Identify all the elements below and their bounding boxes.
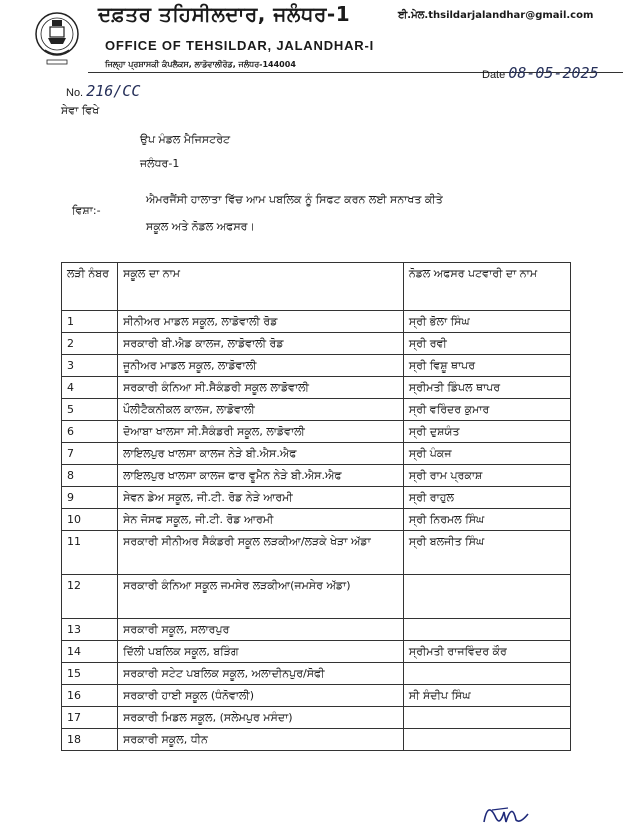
officer-name-cell: ਸ੍ਰੀ ਵਿਸ਼ੂ ਥਾਪਰ <box>403 355 570 377</box>
school-name-cell: ਸੇਨ ਜੋਸਫ ਸਕੂਲ, ਜੀ.ਟੀ. ਰੋਡ ਆਰਮੀ <box>118 509 404 531</box>
table-row <box>62 509 571 531</box>
officer-name-cell: ਸ੍ਰੀ ਰਾਹੁਲ <box>403 487 570 509</box>
serial-cell: 5 <box>62 399 118 421</box>
table-header-row <box>62 263 571 311</box>
serial-cell: 16 <box>62 685 118 707</box>
officer-name-cell: ਸ੍ਰੀ ਰਾਮ ਪ੍ਰਕਾਸ਼ <box>403 465 570 487</box>
header-school-name: ਸਕੂਲ ਦਾ ਨਾਮ <box>118 263 404 311</box>
school-name-cell: ਸਰਕਾਰੀ ਕੰਨਿਆ ਸੀ.ਸੈਕੰਡਰੀ ਸਕੂਲ ਲਾਡੋਵਾਲੀ <box>118 377 404 399</box>
table-row <box>62 377 571 399</box>
subject-label: ਵਿਸ਼ਾ:- <box>72 204 101 217</box>
table-row <box>62 399 571 421</box>
serial-cell: 9 <box>62 487 118 509</box>
table-row <box>62 685 571 707</box>
serial-cell: 15 <box>62 663 118 685</box>
officer-name-cell <box>403 575 570 619</box>
date-label: Date <box>482 69 506 81</box>
table-row <box>62 707 571 729</box>
officer-name-cell <box>403 707 570 729</box>
school-name-cell: ਸਰਕਾਰੀ ਬੀ.ਐਡ ਕਾਲਜ, ਲਾਡੋਵਾਲੀ ਰੋਡ <box>118 333 404 355</box>
school-name-cell: ਸਰਕਾਰੀ ਸੀਨੀਅਰ ਸੈਕੰਡਰੀ ਸਕੂਲ ਲੜਕੀਆ/ਲੜਕੇ ਖੇੜਾ ਅੱਡਾ <box>118 531 404 575</box>
serial-cell: 1 <box>62 311 118 333</box>
serial-cell: 17 <box>62 707 118 729</box>
officer-name-cell <box>403 619 570 641</box>
office-email: ਈ.ਮੇਲ.thsildarjalandhar@gmail.com <box>398 10 594 21</box>
officer-name-cell: ਸ੍ਰੀਮਤੀ ਰਾਜਵਿੰਦਰ ਕੌਰ <box>403 641 570 663</box>
date-value: 08-05-2025 <box>508 64 599 82</box>
government-emblem-icon <box>33 8 81 70</box>
table-row <box>62 487 571 509</box>
officer-name-cell: ਸ੍ਰੀ ਭੋਲਾ ਸਿੰਘ <box>403 311 570 333</box>
serial-cell: 6 <box>62 421 118 443</box>
serial-cell: 3 <box>62 355 118 377</box>
letter-date <box>482 64 599 82</box>
table-row <box>62 465 571 487</box>
table-row <box>62 311 571 333</box>
serial-cell: 18 <box>62 729 118 751</box>
school-name-cell: ਲਾਇਲਪੁਰ ਖਾਲਸਾ ਕਾਲਜ ਫਾਰ ਵੂਮੈਨ ਨੇੜੇ ਬੀ.ਐਸ.ਐਫ <box>118 465 404 487</box>
table-row <box>62 729 571 751</box>
table-row <box>62 663 571 685</box>
office-title-english: OFFICE OF TEHSILDAR, JALANDHAR-I <box>105 38 374 53</box>
serial-cell: 14 <box>62 641 118 663</box>
officer-name-cell <box>403 663 570 685</box>
school-name-cell: ਸਰਕਾਰੀ ਮਿਡਲ ਸਕੂਲ, (ਸਲੇਮਪੁਰ ਮਸੰਦਾ) <box>118 707 404 729</box>
reference-number <box>66 82 140 100</box>
table-row <box>62 641 571 663</box>
serial-cell: 8 <box>62 465 118 487</box>
school-name-cell: ਪੌਲੀਟੈਕਨੀਕਲ ਕਾਲਜ, ਲਾਡੋਵਾਲੀ <box>118 399 404 421</box>
officer-name-cell: ਸ੍ਰੀ ਨਿਰਮਲ ਸਿੰਘ <box>403 509 570 531</box>
serial-cell: 12 <box>62 575 118 619</box>
school-name-cell: ਸੀਨੀਅਰ ਮਾਡਲ ਸਕੂਲ, ਲਾਡੋਵਾਲੀ ਰੋਡ <box>118 311 404 333</box>
table-row <box>62 333 571 355</box>
table-row <box>62 619 571 641</box>
school-name-cell: ਦਿੱਲੀ ਪਬਲਿਕ ਸਕੂਲ, ਬੜਿੰਗ <box>118 641 404 663</box>
salutation: ਸੇਵਾ ਵਿਖੇ <box>61 104 100 117</box>
serial-cell: 4 <box>62 377 118 399</box>
serial-cell: 2 <box>62 333 118 355</box>
officer-name-cell <box>403 729 570 751</box>
officer-name-cell: ਸ੍ਰੀ ਪੰਕਜ <box>403 443 570 465</box>
school-name-cell: ਲਾਇਲਪੁਰ ਖਾਲਸਾ ਕਾਲਜ ਨੇੜੇ ਬੀ.ਐਸ.ਐਫ <box>118 443 404 465</box>
header-serial-number: ਲੜੀ ਨੰਬਰ <box>62 263 118 311</box>
officer-name-cell: ਸ੍ਰੀ ਬਲਜੀਤ ਸਿੰਘ <box>403 531 570 575</box>
officer-name-cell: ਸ੍ਰੀ ਰਵੀ <box>403 333 570 355</box>
school-name-cell: ਦੋਆਬਾ ਖਾਲਸਾ ਸੀ.ਸੈਕੰਡਰੀ ਸਕੂਲ, ਲਾਡੋਵਾਲੀ <box>118 421 404 443</box>
serial-cell: 11 <box>62 531 118 575</box>
school-name-cell: ਜੂਨੀਅਰ ਮਾਡਲ ਸਕੂਲ, ਲਾਡੋਵਾਲੀ <box>118 355 404 377</box>
officer-name-cell: ਸ੍ਰੀ ਦੁਸ਼ਯੰਤ <box>403 421 570 443</box>
reference-label: No. <box>66 87 84 99</box>
office-title-punjabi: ਦਫ਼ਤਰ ਤਹਿਸੀਲਦਾਰ, ਜਲੰਧਰ-1 <box>98 2 351 26</box>
officer-name-cell: ਸ੍ਰੀਮਤੀ ਡਿੰਪਲ ਥਾਪਰ <box>403 377 570 399</box>
serial-cell: 13 <box>62 619 118 641</box>
school-name-cell: ਸੇਵਨ ਡੇਅ ਸਕੂਲ, ਜੀ.ਟੀ. ਰੋਡ ਨੇੜੇ ਆਰਮੀ <box>118 487 404 509</box>
school-name-cell: ਸਰਕਾਰੀ ਸਟੇਟ ਪਬਲਿਕ ਸਕੂਲ, ਅਲਾਦੀਨਪੁਰ/ਸੋਫੀ <box>118 663 404 685</box>
officer-name-cell: ਸੀ ਸੰਦੀਪ ਸਿੰਘ <box>403 685 570 707</box>
addressee-line-1: ਉਪ ਮੰਡਲ ਮੈਜਿਸਟਰੇਟ <box>140 133 231 146</box>
table-row <box>62 443 571 465</box>
officer-name-cell: ਸ੍ਰੀ ਵਰਿੰਦਰ ਕੁਮਾਰ <box>403 399 570 421</box>
subject-line-2: ਸਕੂਲ ਅਤੇ ਨੋਡਲ ਅਫਸਰ। <box>146 220 255 233</box>
school-name-cell: ਸਰਕਾਰੀ ਸਕੂਲ, ਸਲਾਰਪੁਰ <box>118 619 404 641</box>
serial-cell: 7 <box>62 443 118 465</box>
handwritten-signature <box>478 792 538 828</box>
school-name-cell: ਸਰਕਾਰੀ ਕੰਨਿਆ ਸਕੂਲ ਜਮਸੇਰ ਲੜਕੀਆ(ਜਮਸੇਰ ਅੱਡਾ) <box>118 575 404 619</box>
school-name-cell: ਸਰਕਾਰੀ ਸਕੂਲ, ਧੀਨ <box>118 729 404 751</box>
reference-value: 216/CC <box>86 82 141 100</box>
table-row <box>62 421 571 443</box>
table-row <box>62 575 571 619</box>
subject-line-1: ਐਮਰਜੈਂਸੀ ਹਾਲਾਤਾ ਵਿੱਚ ਆਮ ਪਬਲਿਕ ਨੂੰ ਸਿਫਟ ਕਰਨ ਲਈ ਸਨਾਖਤ ਕੀਤੇ <box>146 193 443 206</box>
office-address: ਜਿਲ੍ਹਾ ਪ੍ਰਸ਼ਾਸਕੀ ਕੰਪਲੈਕਸ, ਲਾਡੋਵਾਲੀਰੋਡ, ਜਲੰਧਰ-144004 <box>105 60 296 69</box>
school-officer-table <box>61 262 571 751</box>
serial-cell: 10 <box>62 509 118 531</box>
header-nodal-officer: ਨੋਡਲ ਅਫਸਰ ਪਟਵਾਰੀ ਦਾ ਨਾਮ <box>403 263 570 311</box>
school-name-cell: ਸਰਕਾਰੀ ਹਾਈ ਸਕੂਲ (ਧੰਨੋਵਾਲੀ) <box>118 685 404 707</box>
addressee-line-2: ਜਲੰਧਰ-1 <box>140 157 180 170</box>
table-row <box>62 531 571 575</box>
table-row <box>62 355 571 377</box>
